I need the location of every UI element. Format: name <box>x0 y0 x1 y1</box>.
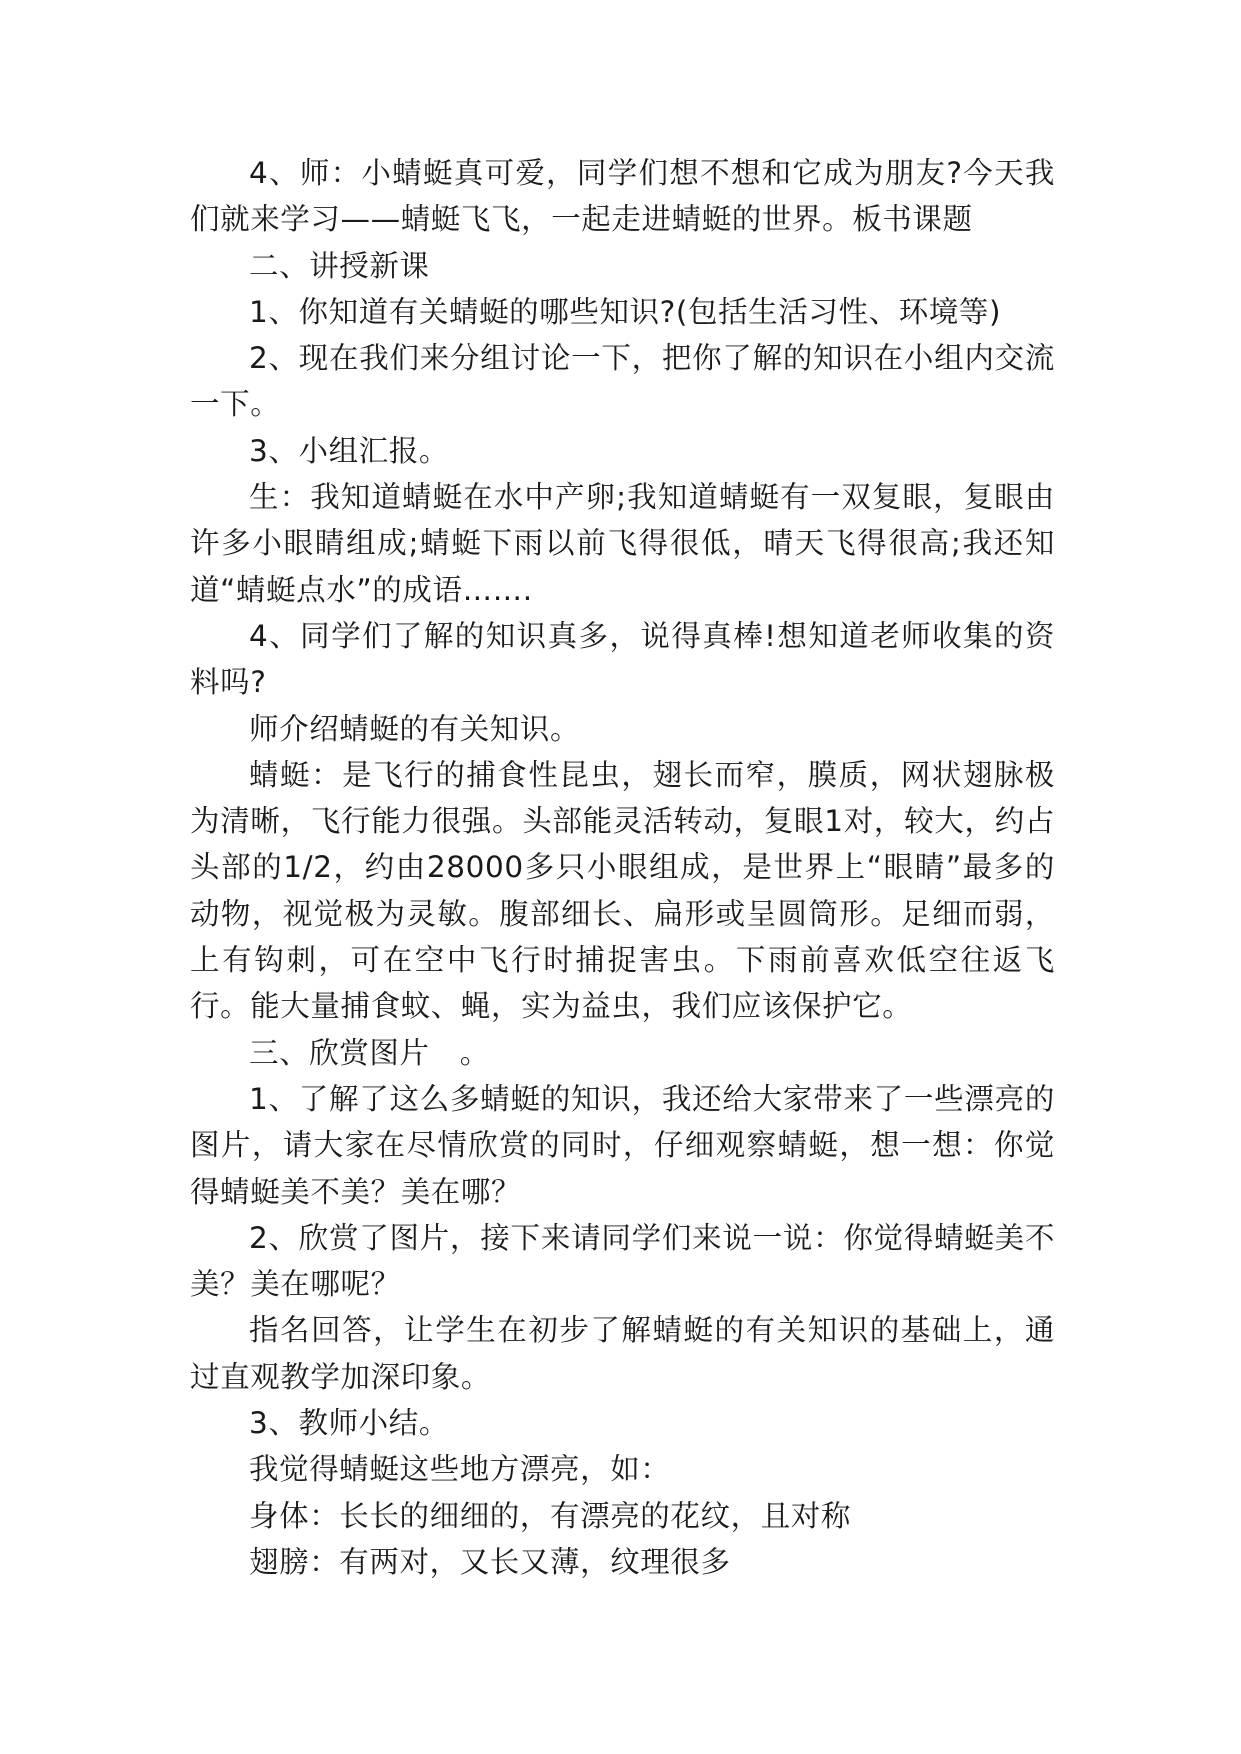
section-heading-pictures: 三、欣赏图片 。 <box>249 1035 490 1070</box>
paragraph-dragonfly-facts: 蜻蜓：是飞行的捕食性昆虫，翅长而窄，膜质，网状翅脉极为清晰，飞行能力很强。头部能灵活转动，复眼1对，较大，约占头部的1/2，约由28000多只小眼组成，是世界上“眼睛”最多的动物，视觉极为灵敏。腹部细长、扁形或呈圆筒形。足细而弱，上有钩刺，可在空中飞行时捕捉害虫。下雨前喜欢低空往返飞行。能大量捕食蚊、蝇，实为益虫，我们应该保护它。 <box>190 757 1055 1024</box>
paragraph-answer-instruction: 指名回答，让学生在初步了解蜻蜓的有关知识的基础上，通过直观教学加深印象。 <box>190 1313 1055 1394</box>
document-page <box>190 150 1055 1585</box>
paragraph-question-knowledge: 1、你知道有关蜻蜓的哪些知识?(包括生活习性、环境等) <box>249 294 1002 329</box>
paragraph-teacher-introduces: 师介绍蜻蜓的有关知识。 <box>249 711 581 746</box>
paragraph-picture-discuss: 2、欣赏了图片，接下来请同学们来说一说：你觉得蜻蜓美不美？美在哪呢？ <box>190 1220 1055 1302</box>
paragraph-teacher-summary: 3、教师小结。 <box>249 1406 449 1441</box>
paragraph-teacher-intro: 4、师：小蜻蜓真可爱，同学们想不想和它成为朋友?今天我们就来学习——蜻蜓飞飞，一起走进蜻蜓的世界。板书课题 <box>190 156 1055 237</box>
paragraph-teacher-praise: 4、同学们了解的知识真多，说得真棒!想知道老师收集的资料吗? <box>190 618 1055 700</box>
paragraph-beauty-intro: 我觉得蜻蜓这些地方漂亮，如： <box>249 1452 671 1487</box>
paragraph-body-description: 身体：长长的细细的，有漂亮的花纹，且对称 <box>249 1498 852 1533</box>
paragraph-student-answer: 生：我知道蜻蜓在水中产卵;我知道蜻蜓有一双复眼，复眼由许多小眼睛组成;蜻蜓下雨以前飞得很低，晴天飞得很高;我还知道“蜻蜓点水”的成语……. <box>190 480 1055 607</box>
paragraph-wing-description: 翅膀：有两对，又长又薄，纹理很多 <box>249 1544 731 1579</box>
section-heading-new-lesson: 二、讲授新课 <box>249 248 430 283</box>
paragraph-picture-observe: 1、了解了这么多蜻蜓的知识，我还给大家带来了一些漂亮的图片，请大家在尽情欣赏的同时，仔细观察蜻蜓，想一想：你觉得蜻蜓美不美？美在哪？ <box>190 1081 1055 1209</box>
paragraph-group-report: 3、小组汇报。 <box>249 433 449 468</box>
paragraph-group-discussion: 2、现在我们来分组讨论一下，把你了解的知识在小组内交流一下。 <box>190 341 1055 422</box>
